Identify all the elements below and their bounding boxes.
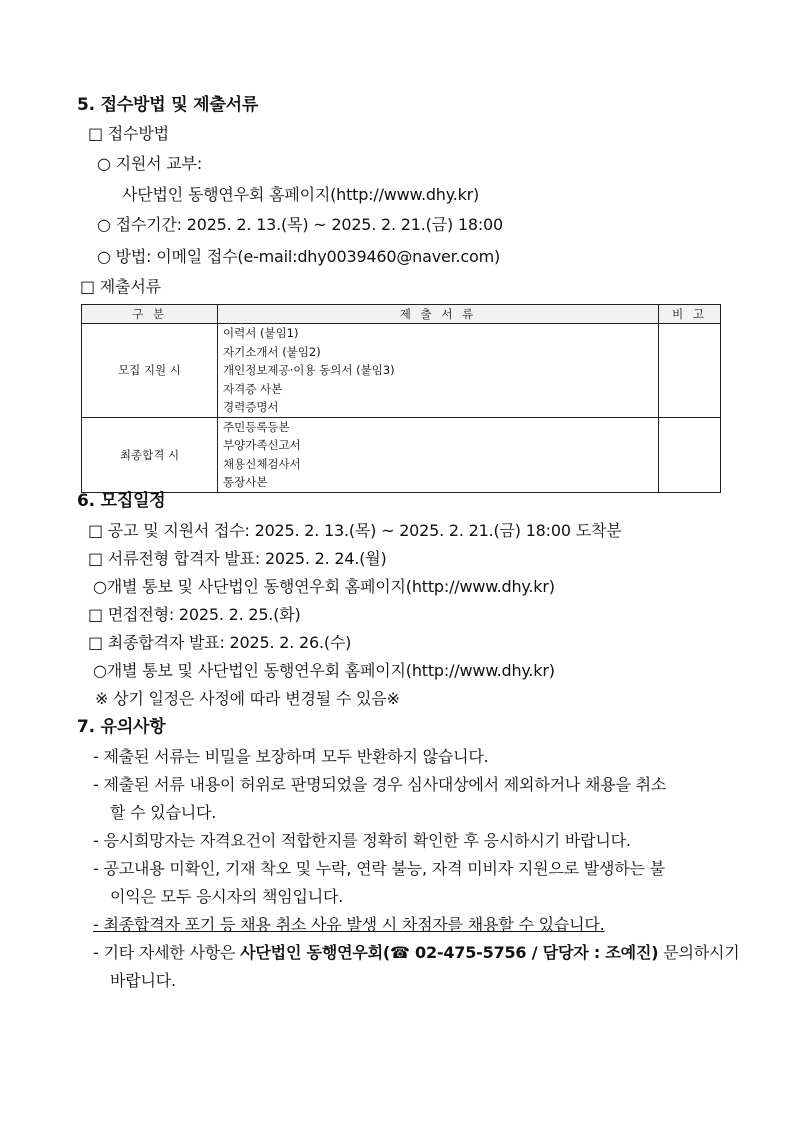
doc-item: 개인정보제공·이용 동의서 (붙임3) (223, 363, 395, 377)
notice-item: - 제출된 서류는 비밀을 보장하며 모두 반환하지 않습니다. (93, 747, 489, 766)
period-line: ○ 접수기간: 2025. 2. 13.(목) ~ 2025. 2. 21.(금) 18:00 (97, 215, 503, 234)
table-header-row (82, 305, 721, 324)
row-items (218, 417, 659, 492)
row-category: 모집 지원 시 (82, 324, 218, 418)
schedule-line: □ 최종합격자 발표: 2025. 2. 26.(수) (88, 633, 352, 652)
applicant-site: 사단법인 동행연우회 홈페이지(http://www.dhy.kr) (122, 185, 480, 204)
method-line: ○ 방법: 이메일 접수(e-mail:dhy0039460@naver.com) (97, 247, 501, 266)
schedule-line: □ 서류전형 합격자 발표: 2025. 2. 24.(월) (88, 549, 387, 568)
header-category: 구 분 (82, 305, 218, 324)
docs-heading: □ 제출서류 (80, 277, 161, 296)
notice-item: - 제출된 서류 내용이 허위로 판명되었을 경우 심사대상에서 제외하거나 채용을 취소 (93, 775, 667, 794)
applicant-label: ○ 지원서 교부: (97, 154, 203, 173)
section-6-title: 6. 모집일정 (77, 491, 166, 511)
row-items (218, 324, 659, 418)
doc-item: 채용신체검사서 (223, 456, 301, 471)
notice-item-cont: 이익은 모두 응시자의 책임입니다. (110, 887, 344, 906)
documents-table (81, 304, 721, 493)
row-remarks (659, 324, 721, 418)
table-row (82, 417, 721, 492)
method-heading: □ 접수방법 (88, 124, 169, 143)
doc-item: 경력증명서 (223, 400, 279, 414)
doc-item: 자기소개서 (붙임2) (223, 344, 321, 359)
doc-item: 이력서 (붙임1) (223, 326, 299, 340)
contact-suffix: 문의하시기 (658, 943, 740, 962)
schedule-line: ○개별 통보 및 사단법인 동행연우회 홈페이지(http://www.dhy.kr) (93, 577, 555, 596)
doc-item: 자격증 사본 (223, 381, 283, 396)
schedule-line: □ 면접전형: 2025. 2. 25.(화) (88, 605, 301, 624)
doc-item: 주민등록등본 (223, 419, 290, 434)
table-row (82, 324, 721, 418)
notice-item-underlined: - 최종합격자 포기 등 채용 취소 사유 발생 시 차점자를 채용할 수 있습니다. (93, 915, 605, 934)
header-remarks: 비 고 (659, 305, 721, 324)
notice-item: - 응시희망자는 자격요건이 적합한지를 정확히 확인한 후 응시하시기 바랍니다. (93, 831, 631, 850)
row-category: 최종합격 시 (82, 417, 218, 492)
section-7-title: 7. 유의사항 (77, 717, 166, 737)
schedule-note: ※ 상기 일정은 사정에 따라 변경될 수 있음※ (95, 689, 400, 708)
contact-prefix: - 기타 자세한 사항은 (93, 943, 241, 962)
doc-item: 통장사본 (223, 475, 268, 489)
notice-item: - 공고내용 미확인, 기재 착오 및 누락, 연락 불능, 자격 미비자 지원으로 발생하는 불 (93, 859, 665, 878)
schedule-line: □ 공고 및 지원서 접수: 2025. 2. 13.(목) ~ 2025. 2. 21.(금) 18:00 도착분 (88, 521, 622, 540)
notice-item-cont: 바랍니다. (110, 971, 176, 990)
notice-item-contact (93, 943, 739, 963)
section-5-title: 5. 접수방법 및 제출서류 (77, 95, 259, 115)
notice-item-cont: 할 수 있습니다. (110, 803, 217, 822)
doc-item: 부양가족신고서 (223, 438, 301, 452)
header-documents: 제 출 서 류 (218, 305, 659, 324)
row-remarks (659, 417, 721, 492)
schedule-line: ○개별 통보 및 사단법인 동행연우회 홈페이지(http://www.dhy.kr) (93, 661, 555, 680)
contact-info: 사단법인 동행연우회(☎ 02-475-5756 / 담당자 : 조예진) (240, 943, 659, 962)
